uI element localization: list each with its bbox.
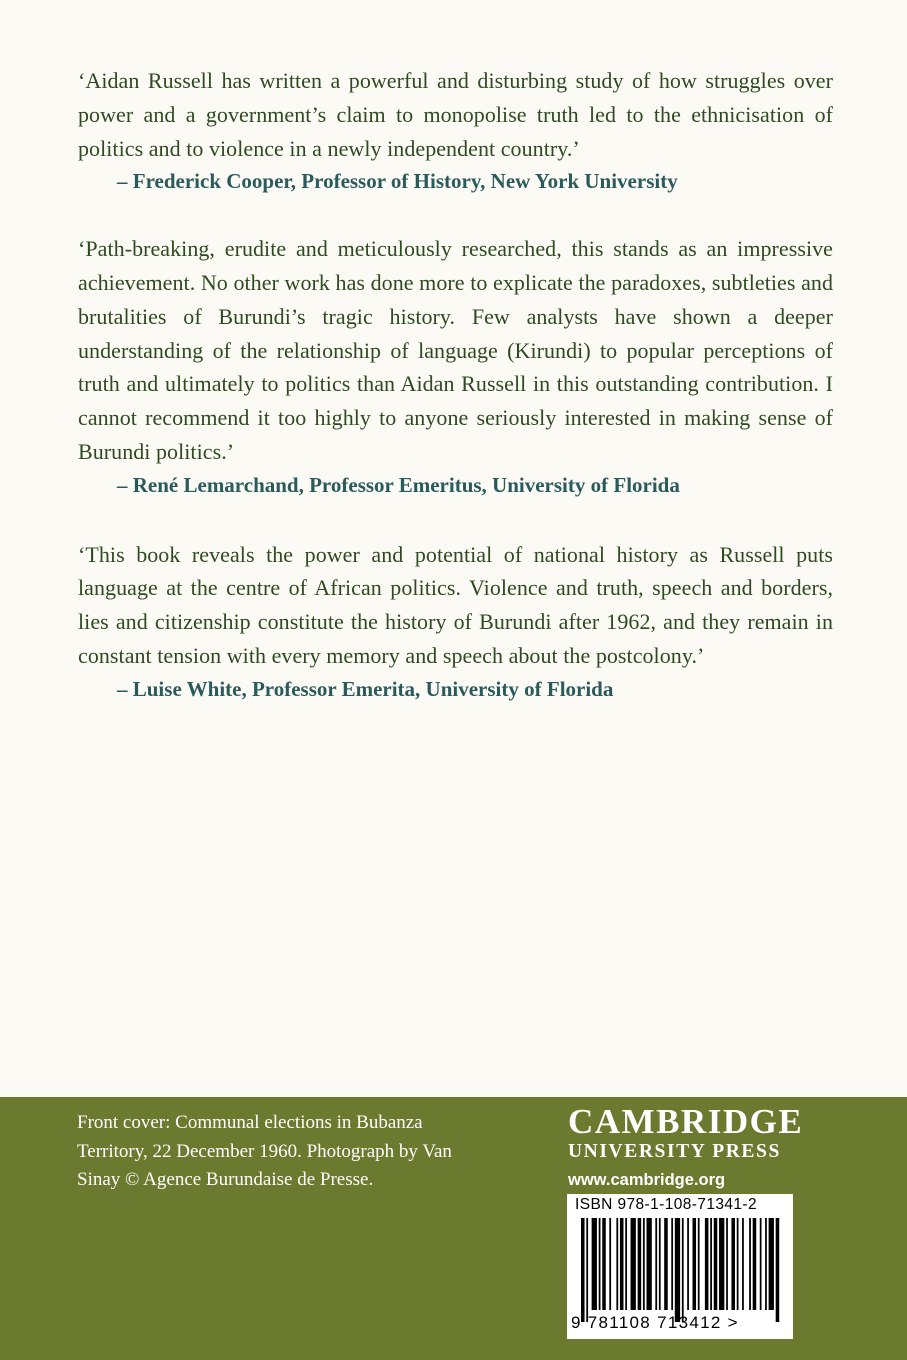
endorsement-attribution: – Frederick Cooper, Professor of History, New York University bbox=[117, 169, 678, 194]
endorsement-2 bbox=[78, 232, 833, 502]
endorsement-1 bbox=[78, 64, 833, 199]
barcode-bar bbox=[620, 1218, 624, 1310]
publisher-logo-name: CAMBRIDGE bbox=[568, 1102, 804, 1141]
barcode-bar bbox=[599, 1218, 601, 1310]
barcode-bar bbox=[671, 1218, 673, 1310]
barcode-bar bbox=[749, 1218, 751, 1310]
barcode-bar bbox=[675, 1218, 680, 1322]
barcode-bar bbox=[776, 1218, 780, 1322]
isbn-label: ISBN 978-1-108-71341-2 bbox=[575, 1196, 757, 1213]
barcode-bar bbox=[726, 1218, 728, 1310]
publisher-block bbox=[568, 1102, 804, 1192]
barcode-bar bbox=[742, 1218, 744, 1310]
cover-credit: Front cover: Communal elections in Bubanza Territory, 22 December 1960. Photograph by Van Sinay © Agence Burundaise de Presse. bbox=[77, 1112, 452, 1191]
barcode-bar bbox=[609, 1218, 611, 1310]
publisher-url: www.cambridge.org bbox=[568, 1171, 726, 1189]
endorsement-quote: ‘Aidan Russell has written a powerful and disturbing study of how struggles over power and a government’s claim to monopolise truth led to the ethnicisation of politics and to violence in a newly independent country.’ bbox=[78, 68, 833, 161]
barcode-bar bbox=[687, 1218, 689, 1310]
barcode-bar bbox=[659, 1218, 661, 1310]
endorsement-attribution: – René Lemarchand, Professor Emeritus, University of Florida bbox=[117, 472, 680, 497]
endorsement-3 bbox=[78, 538, 833, 707]
endorsement-quote: ‘This book reveals the power and potential of national history as Russell puts language at the centre of African politics. Violence and truth, speech and borders, lies and citizenship constitute the history of Burundi after 1962, and they remain in constant tension with every memory and speech about the postcolony.’ bbox=[78, 541, 833, 668]
barcode-bars bbox=[581, 1218, 781, 1322]
endorsement-quote: ‘Path-breaking, erudite and meticulously researched, this stands as an impressive achievement. No other work has done more to explicate the paradoxes, subtleties and brutalities of Burundi’s tragic history. Few analysts have shown a deeper understanding of the relationship of language (Kirundi) to popular perceptions of truth and ultimately to politics than Aidan Russell in this outstanding contribution. I cannot recommend it too highly to anyone seriously interested in making sense of Burundi politics.’ bbox=[78, 236, 833, 464]
barcode-bar bbox=[693, 1218, 697, 1310]
barcode-bar bbox=[682, 1218, 684, 1322]
barcode-bar bbox=[664, 1218, 668, 1310]
barcode-bar bbox=[655, 1218, 657, 1310]
barcode-bar bbox=[586, 1218, 588, 1322]
barcode-bar bbox=[760, 1218, 762, 1310]
barcode-bar bbox=[581, 1218, 585, 1322]
barcode-bar bbox=[646, 1218, 651, 1310]
endorsement-attribution: – Luise White, Professor Emerita, University of Florida bbox=[117, 676, 614, 701]
barcode-bar bbox=[616, 1218, 618, 1310]
barcode-bar bbox=[625, 1218, 627, 1310]
barcode-bar bbox=[592, 1218, 597, 1310]
barcode-bar bbox=[710, 1218, 712, 1310]
barcode-bar bbox=[769, 1218, 774, 1310]
barcode-bar bbox=[643, 1218, 645, 1310]
barcode-bar bbox=[631, 1218, 636, 1310]
barcode-bar bbox=[698, 1218, 700, 1310]
barcode-bar bbox=[737, 1218, 739, 1310]
barcode-bar bbox=[705, 1218, 709, 1310]
barcode-bar bbox=[753, 1218, 757, 1310]
footer-band bbox=[0, 1097, 907, 1360]
barcode-bar bbox=[714, 1218, 718, 1310]
barcode-digits: 9 781108 713412 > bbox=[571, 1313, 739, 1332]
barcode bbox=[567, 1194, 793, 1339]
barcode-bar bbox=[765, 1218, 767, 1310]
endorsements bbox=[78, 64, 833, 707]
barcode-bar bbox=[602, 1218, 606, 1310]
barcode-bar bbox=[719, 1218, 724, 1310]
barcode-bar bbox=[638, 1218, 642, 1310]
publisher-logo-subname: UNIVERSITY PRESS bbox=[568, 1141, 781, 1162]
barcode-bar bbox=[731, 1218, 735, 1310]
